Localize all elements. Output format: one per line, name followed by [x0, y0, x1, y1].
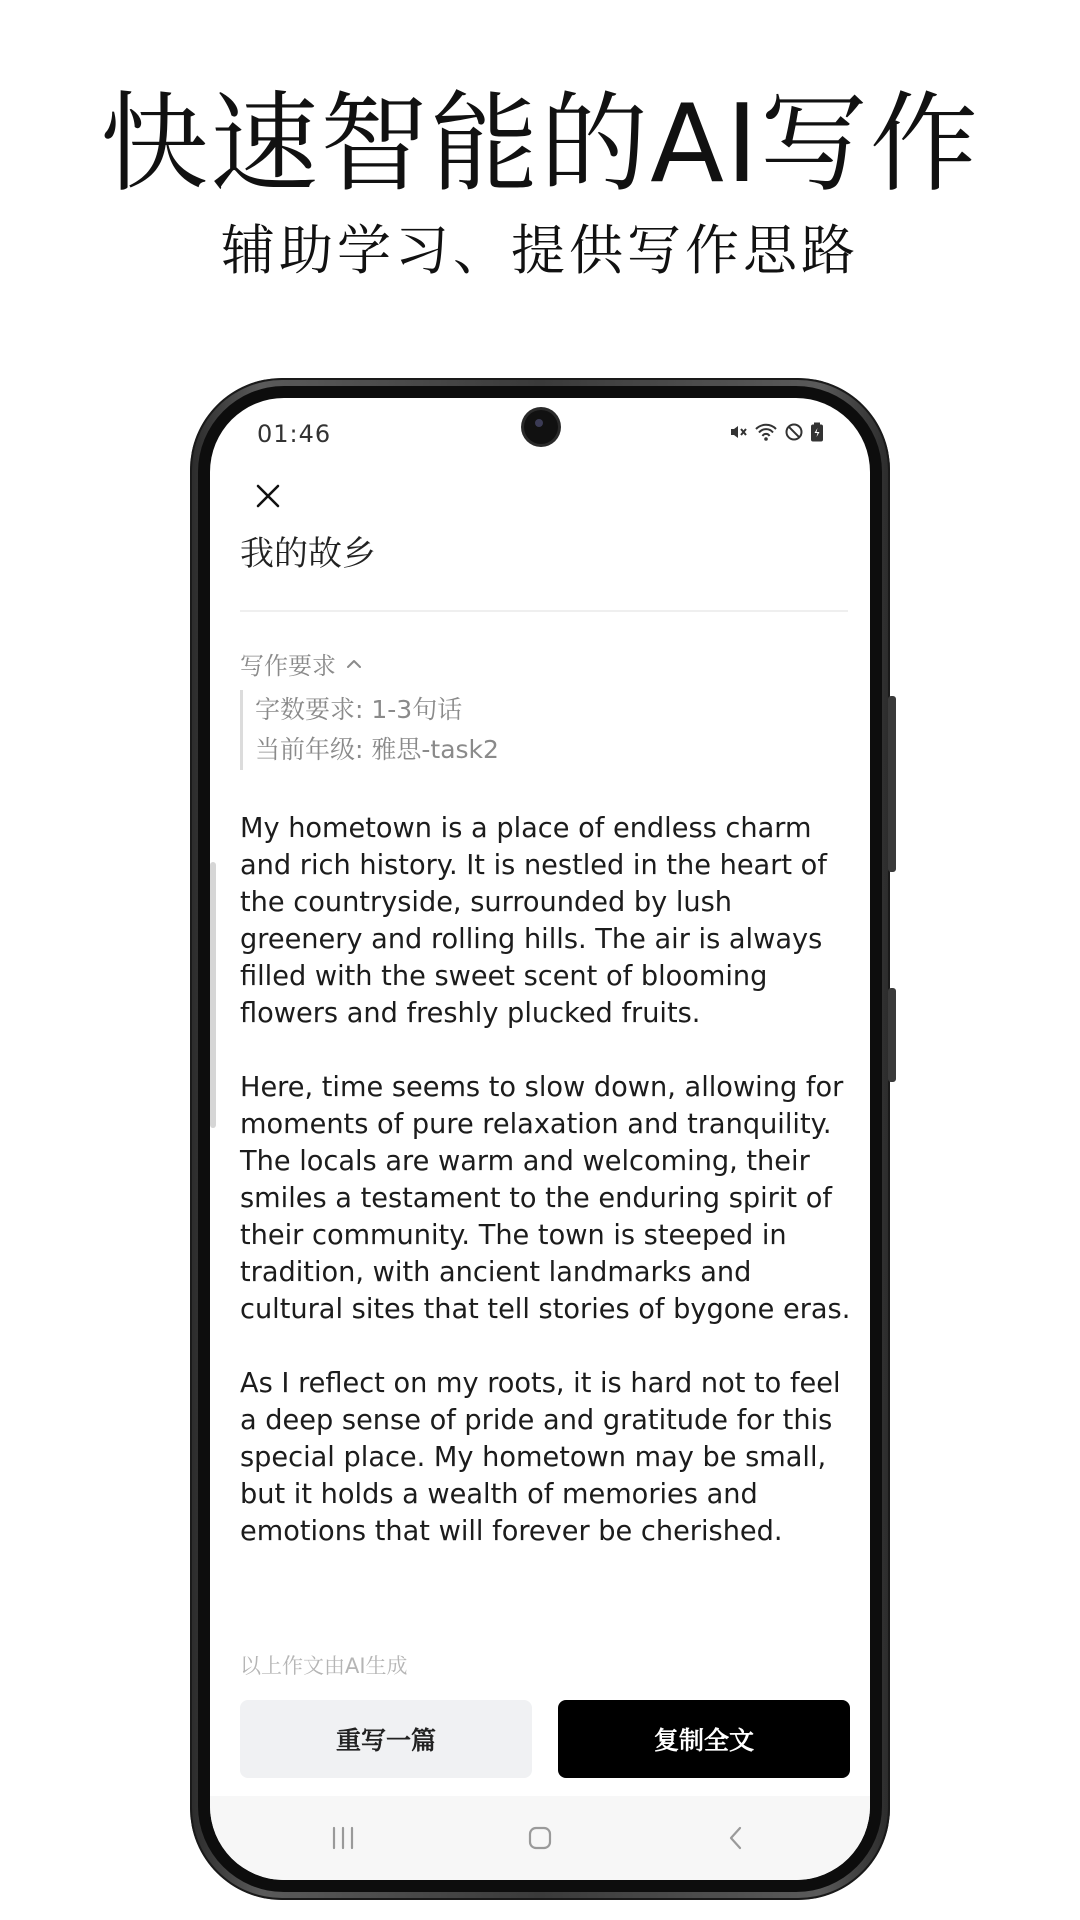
power-button	[888, 988, 896, 1082]
back-button[interactable]	[714, 1816, 758, 1860]
phone-screen	[210, 398, 870, 1880]
home-icon	[527, 1825, 553, 1851]
essay-paragraph: As I reflect on my roots, it is hard not to feel a deep sense of pride and gratitude for this special place. My hometown may be small, but it holds a wealth of memories and emotions that will forever be cherished.	[240, 1368, 841, 1547]
no-disturb-icon	[784, 422, 804, 442]
essay-title: 我的故乡	[240, 534, 376, 574]
status-time: 01:46	[257, 420, 332, 448]
rewrite-button[interactable]: 重写一篇	[240, 1700, 532, 1778]
close-button[interactable]	[240, 468, 296, 524]
wifi-icon	[754, 422, 778, 442]
phone-frame	[190, 378, 890, 1900]
essay-paragraph: Here, time seems to slow down, allowing for moments of pure relaxation and tranquility. The locals are warm and welcoming, their smiles a testament to the enduring spirit of their community. The town is steeped in tradition, with ancient landmarks and cultural sites that tell stories of bygone eras.	[240, 1072, 851, 1325]
requirements-label: 写作要求	[240, 652, 336, 680]
essay-paragraph: My hometown is a place of endless charm and rich history. It is nestled in the heart of the countryside, surrounded by lush greenery and rolling hills. The air is always filled with the sweet scent of blooming flowers and freshly plucked fruits.	[240, 813, 827, 1029]
requirements-list	[240, 690, 499, 770]
promo-subheadline: 辅助学习、提供写作思路	[221, 219, 859, 282]
requirement-word-count: 字数要求: 1-3句话	[255, 695, 463, 724]
mute-icon	[728, 422, 748, 442]
requirement-grade: 当前年级: 雅思-task2	[255, 735, 499, 764]
home-button[interactable]	[518, 1816, 562, 1860]
system-nav-bar	[210, 1796, 870, 1880]
status-icons	[728, 422, 824, 442]
recents-button[interactable]	[321, 1816, 365, 1860]
volume-button	[888, 696, 896, 872]
scroll-indicator	[210, 862, 216, 1128]
ai-generated-note: 以上作文由AI生成	[240, 1654, 408, 1678]
copy-all-button[interactable]: 复制全文	[558, 1700, 850, 1778]
chevron-up-icon	[346, 658, 362, 670]
recents-icon	[330, 1826, 356, 1850]
battery-icon	[810, 422, 824, 442]
essay-body	[240, 810, 854, 1587]
close-icon	[255, 483, 281, 509]
promo-headline: 快速智能的AI写作	[100, 82, 980, 207]
requirements-toggle[interactable]	[240, 646, 362, 681]
title-divider	[240, 610, 848, 612]
front-camera	[524, 410, 558, 444]
back-icon	[725, 1825, 747, 1851]
status-bar	[210, 398, 870, 468]
